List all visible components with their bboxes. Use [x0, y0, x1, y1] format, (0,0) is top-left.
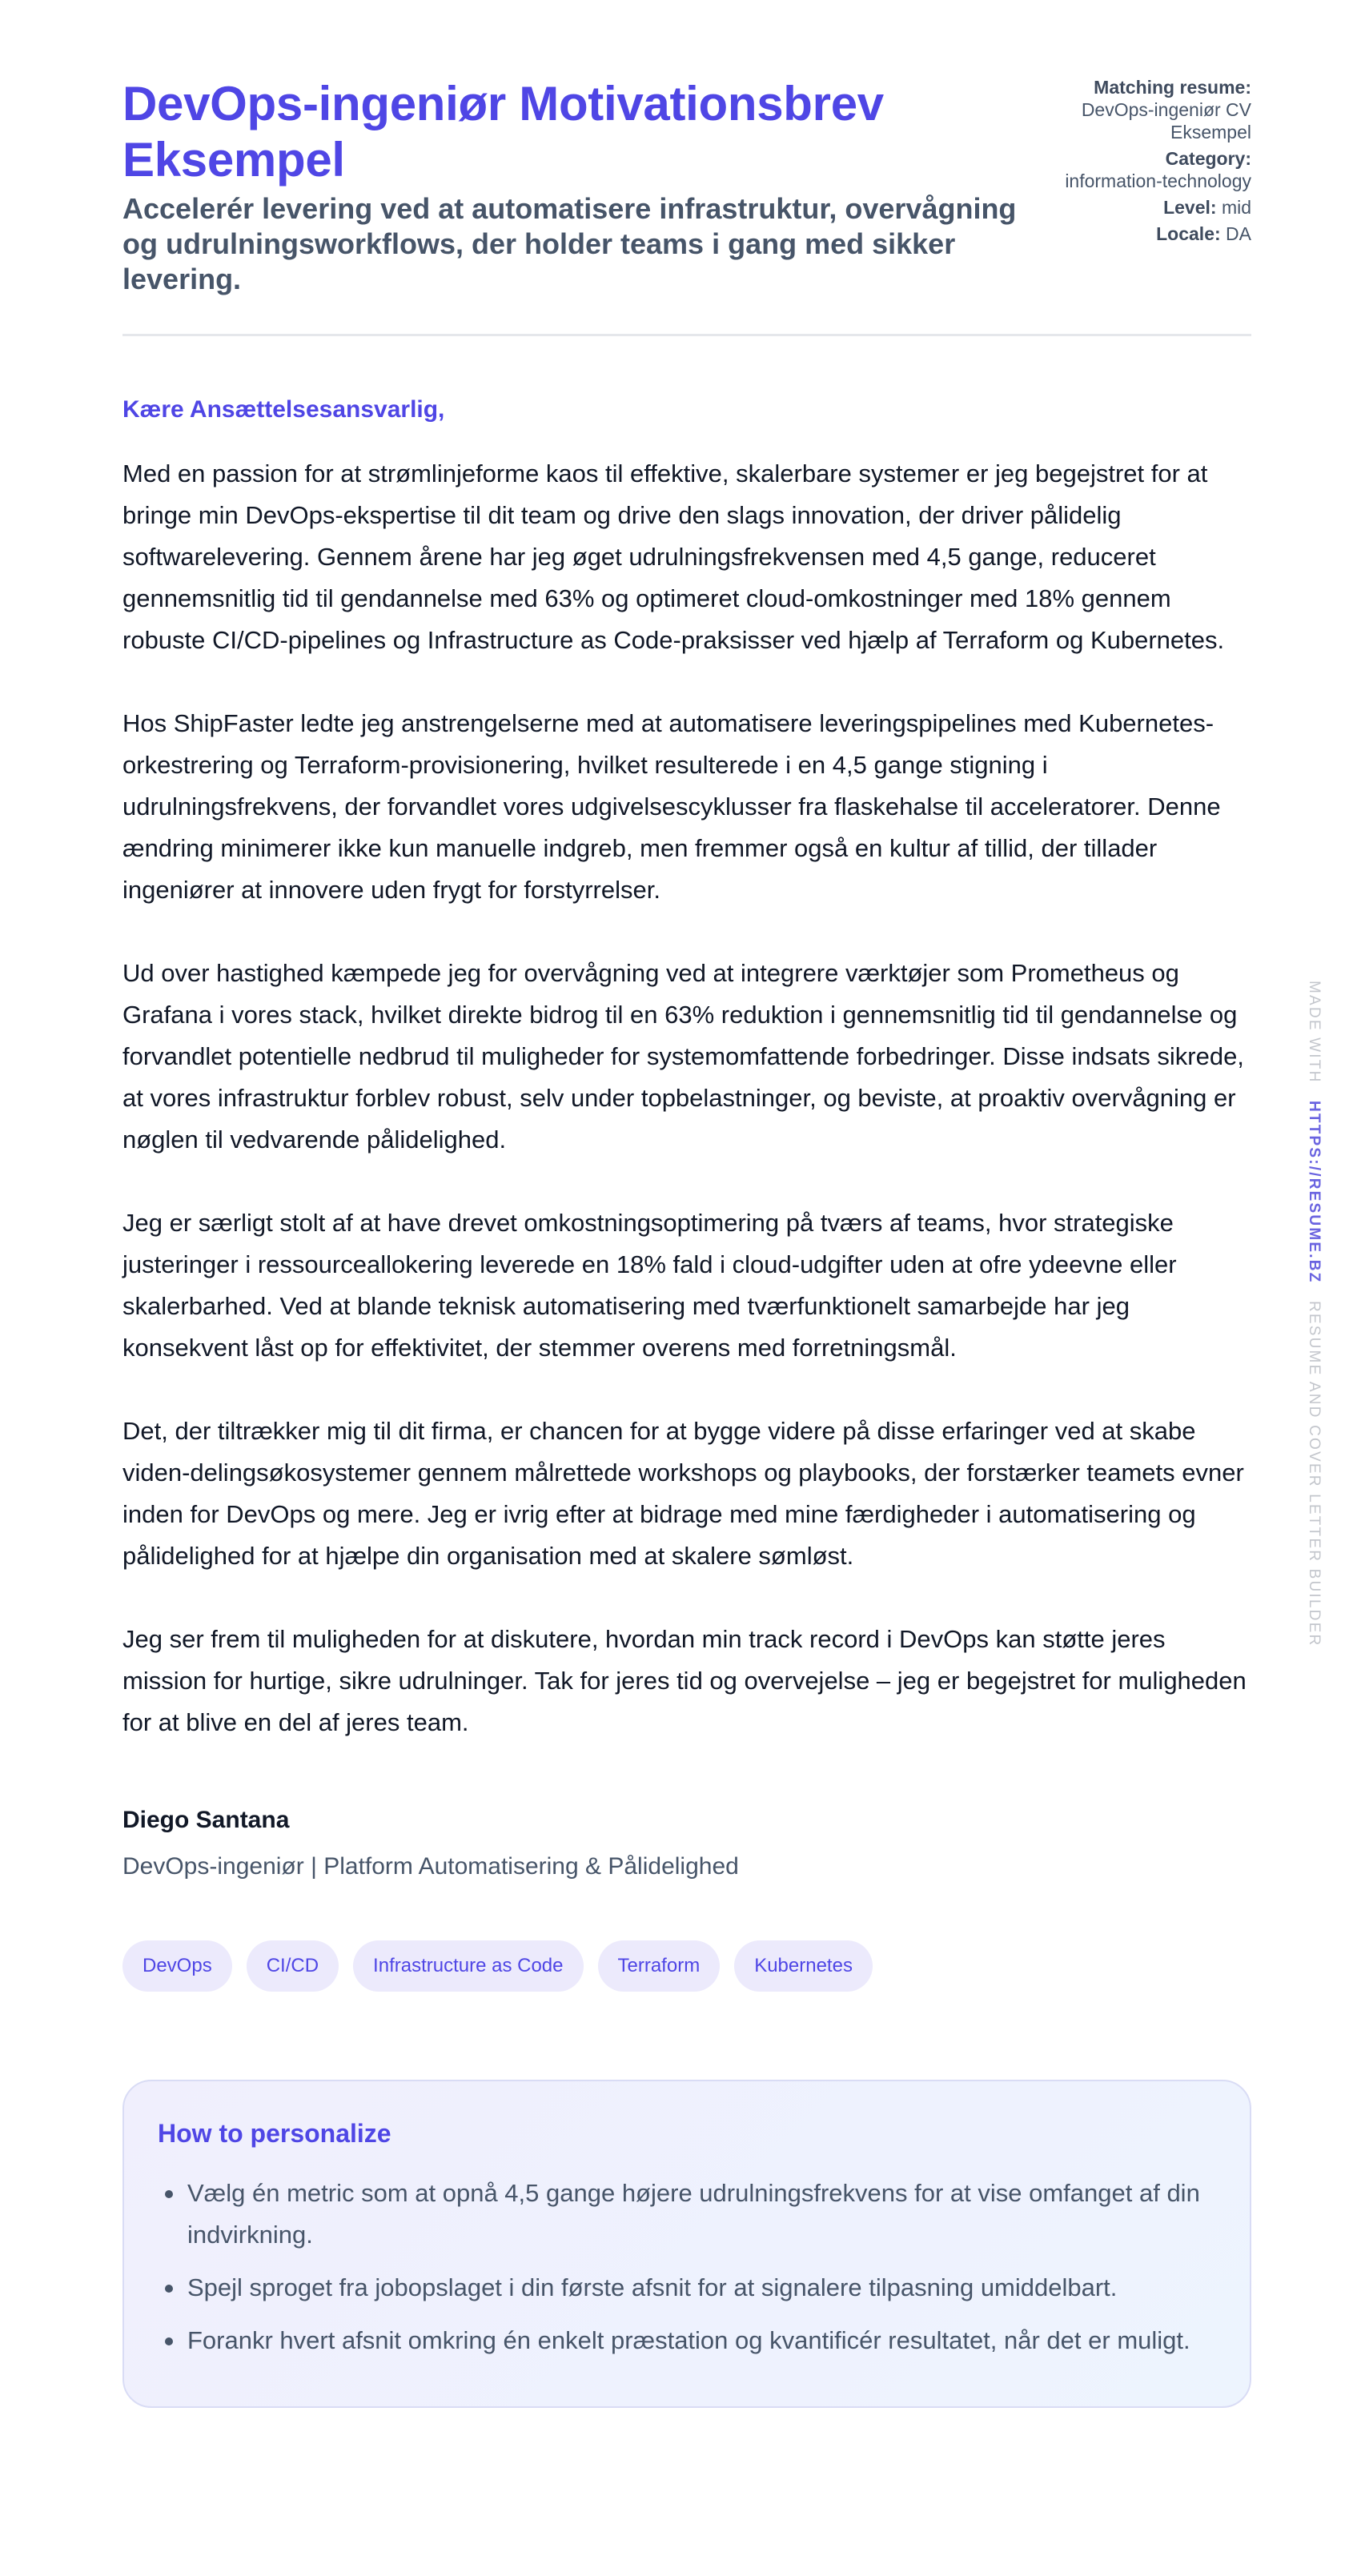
- letter-paragraph: Det, der tiltrækker mig til dit firma, er chancen for at bygge videre på disse erfaringer ved at skabe viden-delingsøkosystemer gennem målrettede workshops og playbooks, der forstærker teamets evner inden for DevOps og mere. Jeg er ivrig efter at bidrage med mine færdigheder i automatisering og pålidelighed for at hjælpe din organisation med at skalere sømløst.: [122, 1417, 1244, 1570]
- meta-label: Locale:: [1156, 223, 1221, 244]
- made-with-watermark: [1305, 981, 1323, 1647]
- skill-tag: DevOps: [122, 1940, 232, 1992]
- tips-item: Spejl sproget fra jobopslaget i din første afsnit for at signalere tilpasning umiddelbart.: [158, 2267, 1216, 2309]
- personalize-tips-card: [122, 2080, 1251, 2408]
- meta-matching-resume: [1043, 76, 1251, 143]
- skill-tag: Infrastructure as Code: [353, 1940, 583, 1992]
- letter-paragraph: Med en passion for at strømlinjeforme kaos til effektive, skalerbare systemer er jeg begejstret for at bringe min DevOps-ekspertise til dit team og drive den slags innovation, der driver pålidelig softwarelevering. Gennem årene har jeg øget udrulningsfrekvensen med 4,5 gange, reduceret gennemsnitlig tid til gendannelse med 63% og optimeret cloud-omkostninger med 18% gennem robuste CI/CD-pipelines og Infrastructure as Code-praksisser ved hjælp af Terraform og Kubernetes.: [122, 459, 1225, 654]
- meta-label: Category:: [1165, 148, 1251, 169]
- letter-paragraph: Jeg er særligt stolt af at have drevet omkostningsoptimering på tværs af teams, hvor strategiske justeringer i ressourceallokering leverede en 18% fald i cloud-udgifter uden at ofre ydeevne eller skalerbarhed. Ved at blande teknisk automatisering med tværfunktionelt samarbejde har jeg konsekvent låst op for effektivitet, der stemmer overens med forretningsmål.: [122, 1209, 1177, 1362]
- meta-value: DA: [1226, 223, 1251, 244]
- signature-name: Diego Santana: [122, 1807, 290, 1833]
- letter-header: [122, 76, 1251, 336]
- tips-item: Vælg én metric som at opnå 4,5 gange højere udrulningsfrekvens for at vise omfanget af din indvirkning.: [158, 2173, 1216, 2256]
- meta-category: [1043, 147, 1251, 192]
- watermark-brand-link[interactable]: HTTPS://RESUME.BZ: [1306, 1101, 1323, 1284]
- meta-label: Level:: [1163, 197, 1217, 218]
- meta-value: mid: [1221, 197, 1251, 218]
- letter-paragraph: Jeg ser frem til muligheden for at diskutere, hvordan min track record i DevOps kan støtte jeres mission for hurtige, sikre udrulninger. Tak for jeres tid og overvejelse – jeg er begejstret for muligheden for at blive en del af jeres team.: [122, 1625, 1247, 1736]
- letter-paragraph: Ud over hastighed kæmpede jeg for overvågning ved at integrere værktøjer som Prometheus og Grafana i vores stack, hvilket direkte bidrog til en 63% reduktion i gennemsnitlig tid til gendannelse og forvandlet potentielle nedbrud til muligheder for systemomfattende forbedringer. Disse indsats sikrede, at vores infrastruktur forblev robust, selv under topbelastninger, og beviste, at proaktiv overvågning er nøglen til vedvarende pålidelighed.: [122, 959, 1244, 1154]
- meta-level: [1043, 196, 1251, 219]
- letter-greeting: Kære Ansættelsesansvarlig,: [122, 396, 445, 423]
- tips-title: How to personalize: [158, 2119, 391, 2148]
- signature-title: DevOps-ingeniør | Platform Automatisering & Pålidelighed: [122, 1853, 739, 1880]
- signature-block: [122, 1804, 1251, 1883]
- page-title: DevOps-ingeniør Motivationsbrev Eksempel: [122, 77, 884, 187]
- cover-letter-page: [122, 76, 1251, 2408]
- letter-body: [122, 453, 1251, 1743]
- meta-value: DevOps-ingeniør CV Eksempel: [1081, 99, 1251, 142]
- page-subtitle: Accelerér levering ved at automatisere infrastruktur, overvågning og udrulningsworkflows, der holder teams i gang med sikker levering.: [122, 192, 1017, 295]
- skill-tag: Kubernetes: [734, 1940, 873, 1992]
- meta-panel: [1043, 76, 1251, 249]
- watermark-suffix: RESUME AND COVER LETTER BUILDER: [1306, 1300, 1323, 1647]
- meta-value: information-technology: [1065, 171, 1251, 191]
- skill-tag: Terraform: [598, 1940, 721, 1992]
- skill-tags: [122, 1940, 1251, 1992]
- meta-locale: [1043, 223, 1251, 245]
- watermark-prefix: MADE WITH: [1306, 981, 1323, 1084]
- skill-tag: CI/CD: [247, 1940, 339, 1992]
- tips-item: Forankr hvert afsnit omkring én enkelt præstation og kvantificér resultatet, når det er muligt.: [158, 2320, 1216, 2361]
- meta-label: Matching resume:: [1094, 77, 1251, 98]
- letter-paragraph: Hos ShipFaster ledte jeg anstrengelserne med at automatisere leveringspipelines med Kubernetes-orkestrering og Terraform-provisionering, hvilket resulterede i en 4,5 gange stigning i udrulningsfrekvens, der forvandlet vores udgivelsescyklusser fra flaskehalse til acceleratorer. Denne ændring minimerer ikke kun manuelle indgreb, men fremmer også en kultur af tillid, der tillader ingeniører at innovere uden frygt for forstyrrelser.: [122, 709, 1221, 904]
- tips-list: [158, 2173, 1216, 2361]
- header-titles: [122, 76, 1019, 297]
